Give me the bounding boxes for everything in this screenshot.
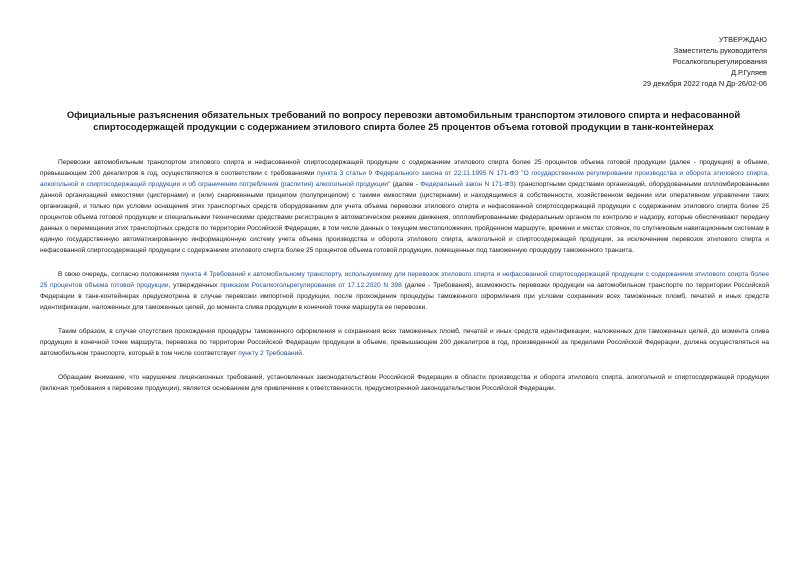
law-171fz-short-link[interactable]: Федеральный закон N 171-ФЗ xyxy=(420,181,514,188)
paragraph-text: . xyxy=(301,350,304,357)
paragraph-text: Обращаем внимание, что нарушение лицензионных требований, установленных законодательством Российской Федерации в области производства и оборота этилового спирта, алкогольной и спиртосодержащей продукции (включая требования к перевозке продукции), является основанием для привлечения к ответственности, предусмотренной законодательством Российской Федерации. xyxy=(40,374,769,392)
paragraph-2 xyxy=(40,269,769,313)
paragraph-text: ) транспортными средствами организаций, оборудованными оплломбированными данной организацией емкостями (цистернами) и (или) снаряженными прицепом (полуприцепом) с такими емкостями (цистернами) и находящимися в собственности, хозяйственном ведении или оперативном управлении таких организаций, и только при условии оснащения этих транспортных средств оборудованием для учета объема перевозки этилового спирта и нефасованной спиртосодержащей продукции с содержанием этилового спирта более 25 процентов объема готовой продукции и специальными техническими средствами регистрации в автоматическом режиме движения, оплломбированными федеральным органом по контролю и надзору, которые обеспечивают передачу данных о перемещении этих транспортных средств по территории Российской Федерации, в том числе данных о текущем местоположении, пройденном маршруте, времени и местах стоянок, по спутниковым навигационным системам в единую государственную автоматизированную информационную систему учета объема производства и оборота этилового спирта, алкогольной и спиртосодержащей продукции, за исключением перевозок этилового спирта и нефасованной спиртосодержащей продукции с содержанием этилового спирта более 25 процентов объема готовой продукции, помещенных под таможенную процедуру таможенного транзита. xyxy=(40,181,769,254)
paragraph-text: Таким образом, в случае отсутствия прохождения процедуры таможенного оформления и сохранения всех таможенных пломб, печатей и иных средств идентификации, наложенных для таможенных целей, до момента слива продукции в конечной точке маршрута, перевозка по территории Российской Федерации продукции в объеме, превышающем 200 декалитров в год, произведенной за пределами Российской Федерации, должна осуществляться на автомобильном транспорте, который в том числе соответствует xyxy=(40,328,769,357)
paragraph-4 xyxy=(40,372,769,394)
approver-position: Заместитель руководителя xyxy=(673,46,767,55)
law-171fz-link[interactable]: пункта 3 статьи 9 Федерального закона от 22.11.1995 N 171-ФЗ "О государственном регулировании производства и оборота этилового спирта, алкогольной и спиртосодержащей продукции и об ограничении потребления (распития) алкогольной продукции" xyxy=(40,170,769,188)
paragraph-text: , утвержденных xyxy=(168,282,221,289)
requirements-point-4-link[interactable]: пункта 4 Требований к автомобильному транспорту, используемому для перевозок этилового спирта и нефасованной спиртосодержащей продукции с содержанием этилового спирта более 25 процентов объема готовой продукции xyxy=(40,271,769,289)
document-title: Официальные разъяснения обязательных требований по вопросу перевозки автомобильным транспортом этилового спирта и нефасованной спиртосодержащей продукции с содержанием этилового спирта более 25 процентов объема готовой продукции в танк-контейнерах xyxy=(66,109,741,132)
approval-block xyxy=(643,34,767,89)
order-398-link[interactable]: приказом Росалкогольрегулирования от 17.12.2020 N 398 xyxy=(220,282,402,289)
paragraph-text: (далее - Требования), возможность перевозки продукции на автомобильном транспорте по территории Российской Федерации в танк-контейнерах предусмотрена в случае перевозки импортной продукции, после прохождения процедуры таможенного оформления при условии сохранения всех таможенных пломб, печатей и иных средств идентификации, наложенных для таможенных целей, до момента слива продукции в конечной точке маршрута ее перевозки. xyxy=(40,282,770,311)
paragraph-text: В свою очередь, согласно положениям xyxy=(58,271,182,278)
approver-name: Д.Р.Гуляев xyxy=(730,68,767,77)
approval-heading: УТВЕРЖДАЮ xyxy=(718,35,767,44)
paragraph-3 xyxy=(40,326,769,359)
paragraph-text: Перевозки автомобильным транспортом этилового спирта и нефасованной спиртосодержащей продукции с содержанием этилового спирта более 25 процентов объема готовой продукции (далее - продукция) в объеме, превышающем 200 декалитров в год, осуществляются в соответствии с требованиями xyxy=(40,159,769,177)
document-body xyxy=(40,157,769,407)
paragraph-1 xyxy=(40,157,769,256)
paragraph-text: (далее - xyxy=(390,181,421,188)
approver-organization: Росалкогольрегулирования xyxy=(672,57,767,66)
approval-date: 29 декабря 2022 года N Др-26/02-06 xyxy=(642,79,767,88)
requirements-point-2-link[interactable]: пункту 2 Требований xyxy=(238,350,302,357)
